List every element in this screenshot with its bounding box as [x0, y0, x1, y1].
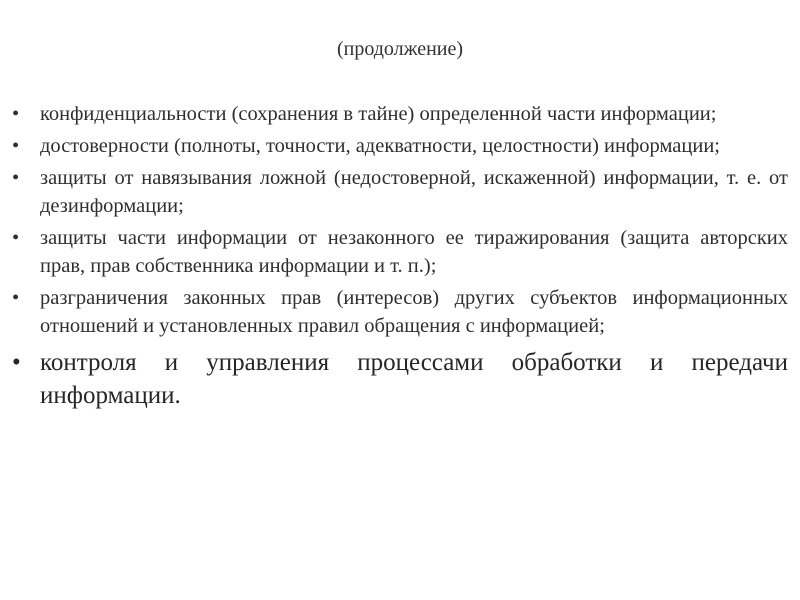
list-item-text: достоверности (полноты, точности, адекватности, целостности) информации;: [40, 135, 721, 157]
list-item-emphasized: [8, 346, 788, 412]
bullet-icon: •: [12, 135, 20, 157]
bullet-icon: •: [12, 167, 20, 189]
bullet-icon: •: [12, 287, 20, 309]
list-item: [8, 132, 788, 160]
bullet-icon: •: [12, 227, 20, 249]
bullet-icon: •: [12, 349, 21, 376]
list-item-text: разграничения законных прав (интересов) других субъектов информационных отношений и установленных правил обращения с информацией;: [40, 287, 788, 337]
list-item-text: защиты от навязывания ложной (недостоверной, искаженной) информации, т. е. от дезинформации;: [40, 167, 788, 217]
slide-subtitle: (продолжение): [336, 38, 464, 60]
list-item-text: конфиденциальности (сохранения в тайне) определенной части информации;: [40, 103, 717, 125]
list-item: [8, 164, 788, 220]
list-item: [8, 284, 788, 340]
list-item: [8, 224, 788, 280]
list-item-text: защиты части информации от незаконного ее тиражирования (защита авторских прав, прав собственника информации и т. п.);: [40, 227, 788, 277]
list-item: [8, 100, 788, 128]
bullet-icon: •: [12, 103, 20, 125]
bullet-list: [8, 100, 788, 416]
list-item-text: контроля и управления процессами обработки и передачи информации.: [40, 349, 788, 409]
